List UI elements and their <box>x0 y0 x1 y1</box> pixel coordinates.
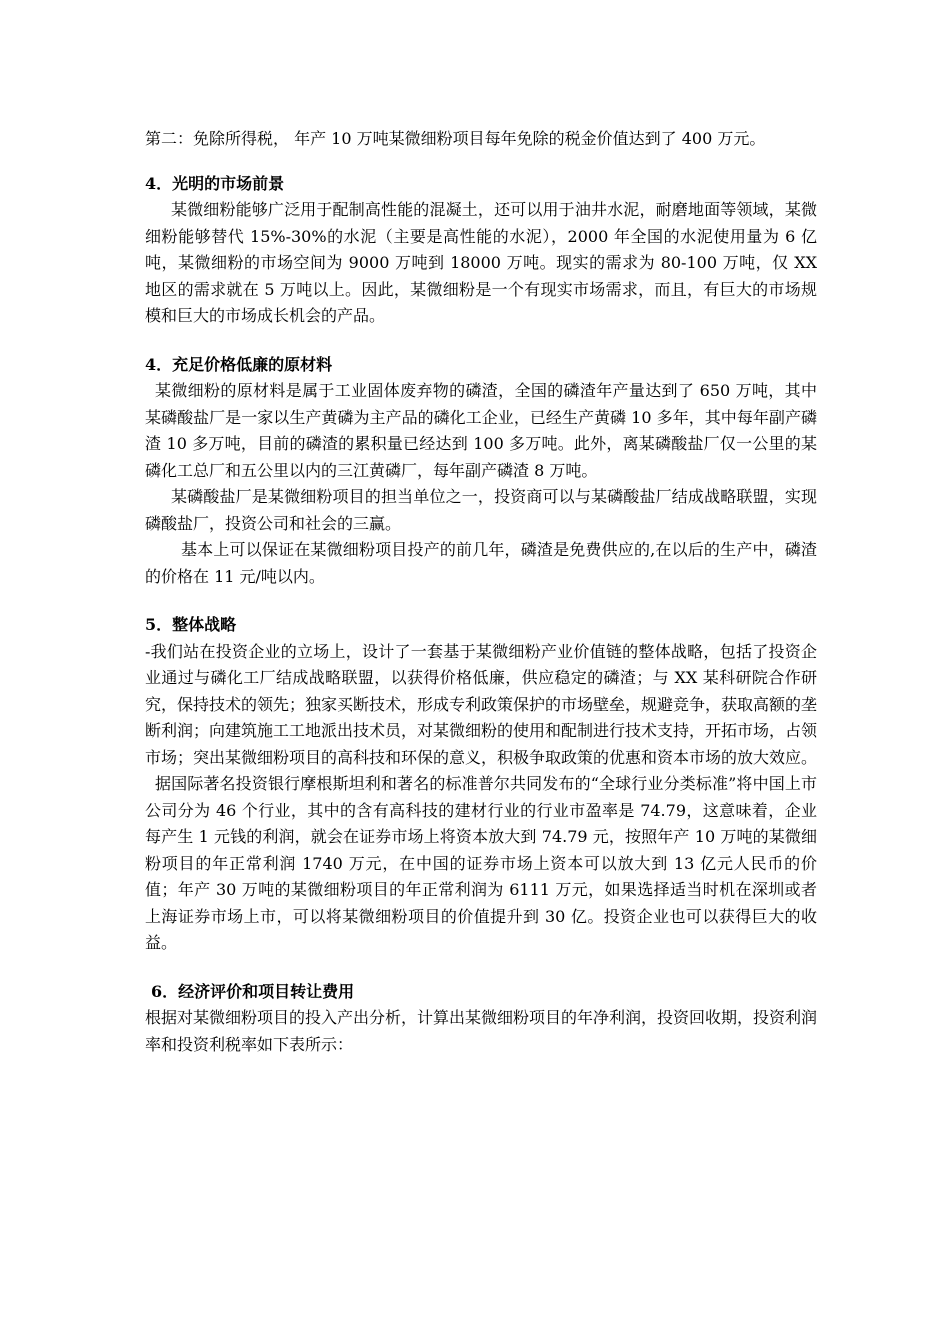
paragraph-raw-materials-3: 基本上可以保证在某微细粉项目投产的前几年，磷渣是免费供应的,在以后的生产中，磷渣的价格在 11 元/吨以内。 <box>145 540 817 586</box>
heading-economic-evaluation: 6．经济评价和项目转让费用 <box>151 981 355 1001</box>
paragraph-raw-materials-1: 某微细粉的原材料是属于工业固体废弃物的磷渣，全国的磷渣年产量达到了 650 万吨，其中某磷酸盐厂是一家以生产黄磷为主产品的磷化工企业，已经生产黄磷 10 多年，其中每年副产磷渣 10 多万吨，目前的磷渣的累积量已经达到 100 多万吨。此外，离某磷酸盐厂仅一公里的某磷化工总厂和五公里以内的三江黄磷厂，每年副产磷渣 8 万吨。 <box>145 381 817 480</box>
paragraph-market-prospects: 某微细粉能够广泛用于配制高性能的混凝土，还可以用于油井水泥，耐磨地面等领域，某微细粉能够替代 15%-30%的水泥（主要是高性能的水泥），2000 年全国的水泥使用量为 6 亿吨，某微细粉的市场空间为 9000 万吨到 18000 万吨。现实的需求为 80-100 万吨，仅 XX 地区的需求就在 5 万吨以上。因此，某微细粉是一个有现实市场需求，而且，有巨大的市场规模和巨大的市场成长机会的产品。 <box>145 200 817 325</box>
paragraph-overall-strategy-1: -我们站在投资企业的立场上，设计了一套基于某微细粉产业价值链的整体战略，包括了投资企业通过与磷化工厂结成战略联盟，以获得价格低廉，供应稳定的磷渣；与 XX 某科研院合作研究，保持技术的领先；独家买断技术，形成专利政策保护的市场壁垒，规避竞争，获取高额的垄断利润；向建筑施工工地派出技术员，对某微细粉的使用和配制进行技术支持，开拓市场，占领市场；突出某微细粉项目的高科技和环保的意义，积极争取政策的优惠和资本市场的放大效应。 <box>145 641 818 767</box>
document-body <box>145 126 817 1058</box>
heading-overall-strategy: 5．整体战略 <box>145 615 237 634</box>
heading-raw-materials: 4．充足价格低廉的原材料 <box>145 354 333 374</box>
paragraph-tax-exemption: 第二：免除所得税， 年产 10 万吨某微细粉项目每年免除的税金价值达到了 400 万元。 <box>145 129 766 148</box>
paragraph-raw-materials-2: 某磷酸盐厂是某微细粉项目的担当单位之一，投资商可以与某磷酸盐厂结成战略联盟，实现磷酸盐厂，投资公司和社会的三赢。 <box>145 487 817 533</box>
paragraph-overall-strategy-2: 据国际著名投资银行摩根斯坦利和著名的标准普尔共同发布的“全球行业分类标准”将中国上市公司分为 46 个行业，其中的含有高科技的建材行业的行业市盈率是 74.79，这意味着，企业每产生 1 元钱的利润，就会在证券市场上将资本放大到 74.79 元，按照年产 10 万吨的某微细粉项目的年正常利润 1740 万元，在中国的证券市场上资本可以放大到 13 亿元人民币的价值；年产 30 万吨的某微细粉项目的年正常利润为 6111 万元，如果选择适当时机在深圳或者上海证券市场上市，可以将某微细粉项目的价值提升到 30 亿。投资企业也可以获得巨大的收益。 <box>145 774 817 952</box>
heading-market-prospects: 4．光明的市场前景 <box>145 173 285 193</box>
paragraph-economic-evaluation: 根据对某微细粉项目的投入产出分析，计算出某微细粉项目的年净利润，投资回收期，投资利润率和投资利税率如下表所示： <box>145 1008 818 1054</box>
